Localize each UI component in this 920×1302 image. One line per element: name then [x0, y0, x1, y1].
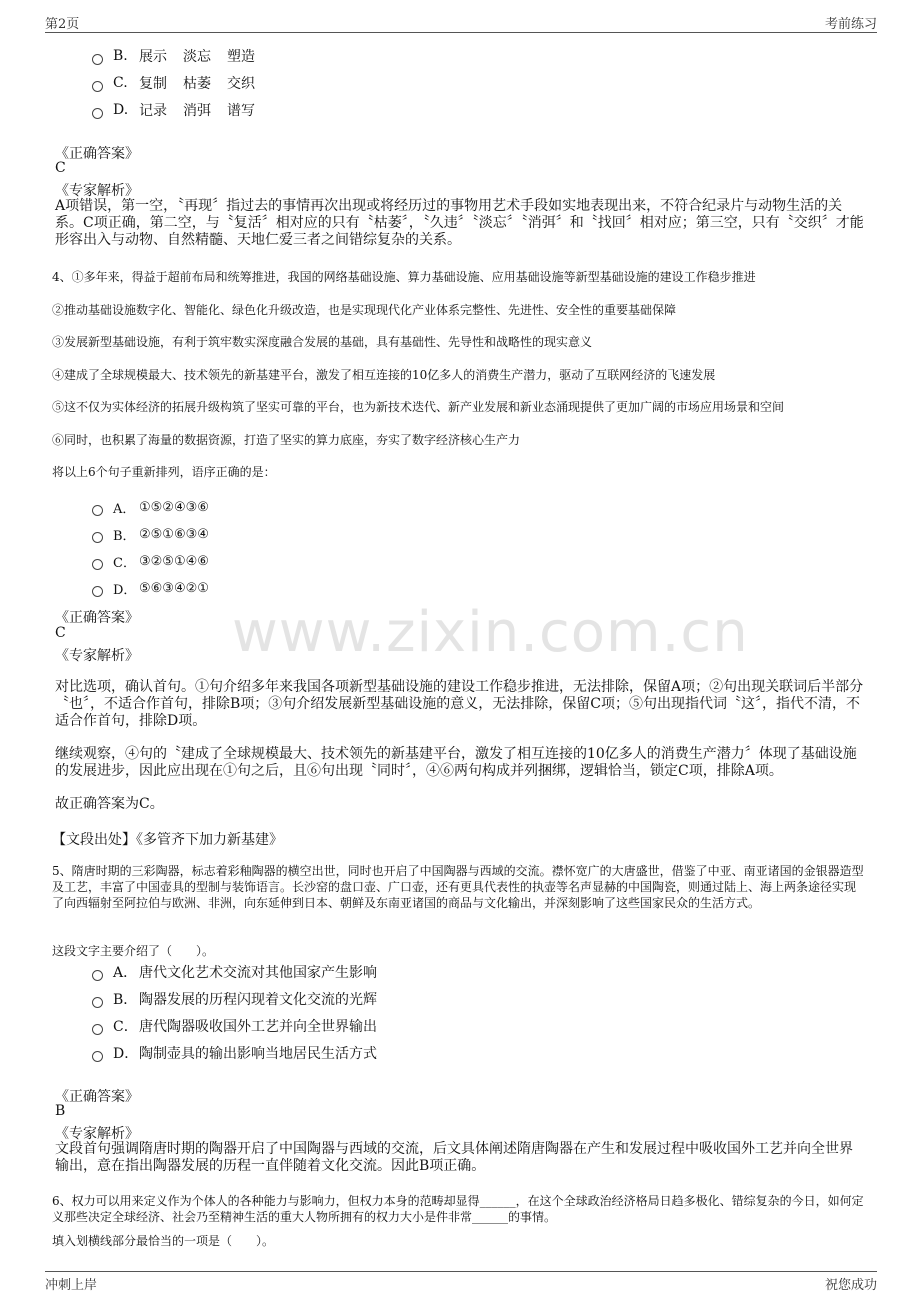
radio-icon[interactable] [92, 532, 103, 543]
footer-left: 冲刺上岸 [45, 1278, 98, 1293]
q4-analysis-para-3: 故正确答案为C。 [55, 796, 164, 812]
q4-sentence-1: 4、①多年来，得益于超前布局和统筹推进，我国的网络基础设施、算力基础设施、应用基础设施等新型基础设施的建设工作稳步推进 [52, 270, 756, 284]
q4-option-a[interactable]: A． ①⑤②④③⑥ [92, 498, 209, 517]
q4-option-b[interactable]: B． ②⑤①⑥③④ [92, 525, 209, 544]
q4-answer-label: 《正确答案》 [55, 610, 139, 626]
q3-analysis: A项错误，第一空，〝再现〞指过去的事情再次出现或将经历过的事物用艺术手段如实地表现出来，不符合纪录片与动物生活的关系。C项正确，第二空，与〝复活〞相对应的只有〝枯萎〞，〝久违〞〝淡忘〞〝消弭〞和〝找回〞相对应；第三空，只有〝交织〞才能形容出入与动物、自然精髓、天地仁爱三者之间错综复杂的关系。 [55, 198, 864, 248]
q3-option-b[interactable]: B. 展示 淡忘 塑造 [92, 46, 255, 66]
radio-icon[interactable] [92, 81, 103, 92]
q4-sentence-5: ⑤这不仅为实体经济的拓展升级构筑了坚实可靠的平台，也为新技术迭代、新产业发展和新业态涌现提供了更加广阔的市场应用场景和空间 [52, 400, 785, 414]
q3-answer: C [55, 160, 66, 176]
page-header [45, 13, 877, 33]
q4-option-c[interactable]: C． ③②⑤①④⑥ [92, 552, 209, 571]
page-number: 第2页 [45, 17, 80, 32]
radio-icon[interactable] [92, 1024, 103, 1035]
q4-option-d[interactable]: D． ⑤⑥③④②① [92, 579, 209, 598]
radio-icon[interactable] [92, 559, 103, 570]
q5-analysis-label: 《专家解析》 [55, 1126, 139, 1142]
q5-option-d[interactable]: D． 陶制壶具的输出影响当地居民生活方式 [92, 1043, 377, 1063]
q3-analysis-label: 《专家解析》 [55, 183, 139, 199]
q5-stem: 5、隋唐时期的三彩陶器，标志着彩釉陶器的横空出世，同时也开启了中国陶器与西域的交流。襟怀宽广的大唐盛世，借鉴了中亚、南亚诸国的金银器造型及工艺，丰富了中国壶具的型制与装饰语言。长沙窑的盘口壶、广口壶，还有更具代表性的执壶等名声显赫的中国陶瓷，则通过陆上、海上两条途径实现了向西辐射至阿拉伯与欧洲、非洲，向东延伸到日本、朝鲜及东南亚诸国的商品与文化输出，并深刻影响了这些国家民众的生活方式。 [52, 864, 864, 910]
q4-source: 【文段出处】《多管齐下加力新基建》 [52, 832, 283, 848]
q4-sentence-3: ③发展新型基础设施，有利于筑牢数实深度融合发展的基础，具有基础性、先导性和战略性的现实意义 [52, 335, 593, 349]
radio-icon[interactable] [92, 54, 103, 65]
q3-option-c[interactable]: C. 复制 枯萎 交织 [92, 73, 255, 93]
q4-sentence-6: ⑥同时，也积累了海量的数据资源，打造了坚实的算力底座，夯实了数字经济核心生产力 [52, 433, 521, 447]
q5-answer-label: 《正确答案》 [55, 1089, 139, 1105]
q4-analysis-para-1: 对比选项，确认首句。①句介绍多年来我国各项新型基础设施的建设工作稳步推进，无法排除，保留A项；②句出现关联词后半部分〝也〞，不适合作首句，排除B项；③句介绍发展新型基础设施的意义，无法排除，保留C项；⑤句出现指代词〝这〞，指代不清，不适合作首句，排除D项。 [55, 679, 864, 729]
radio-icon[interactable] [92, 108, 103, 119]
q5-analysis: 文段首句强调隋唐时期的陶器开启了中国陶器与西域的交流，后文具体阐述隋唐陶器在产生和发展过程中吸收国外工艺并向全世界输出，意在指出陶器发展的历程一直伴随着文化交流。因此B项正确。 [55, 1141, 853, 1174]
header-title: 考前练习 [824, 17, 877, 32]
q5-option-a[interactable]: A． 唐代文化艺术交流对其他国家产生影响 [92, 962, 377, 982]
q4-sentence-2: ②推动基础设施数字化、智能化、绿色化升级改造，也是实现现代化产业体系完整性、先进性、安全性的重要基础保障 [52, 303, 677, 317]
q5-prompt: 这段文字主要介绍了（ ）。 [52, 944, 215, 958]
radio-icon[interactable] [92, 505, 103, 516]
page-footer [45, 1271, 877, 1294]
radio-icon[interactable] [92, 1051, 103, 1062]
q5-option-b[interactable]: B． 陶器发展的历程闪现着文化交流的光辉 [92, 989, 377, 1009]
q3-option-d[interactable]: D. 记录 消弭 谱写 [92, 100, 255, 120]
q5-answer: B [55, 1103, 66, 1119]
q4-analysis-para-2: 继续观察，④句的〝建成了全球规模最大、技术领先的新基建平台，激发了相互连接的10亿多人的消费生产潜力〞体现了基础设施的发展进步，因此应出现在①句之后，且⑥句出现〝同时〞，④⑥两句构成并列捆绑，逻辑恰当，锁定C项，排除A项。 [55, 746, 857, 779]
q5-option-c[interactable]: C． 唐代陶器吸收国外工艺并向全世界输出 [92, 1016, 377, 1036]
q6-stem: 6、权力可以用来定义作为个体人的各种能力与影响力，但权力本身的范畴却显得______，在这个全球政治经济格局日趋多极化、错综复杂的今日，如何定义那些决定全球经济、社会乃至精神生活的重大人物所拥有的权力大小是件非常______的事情。 [52, 1194, 864, 1224]
q6-prompt: 填入划横线部分最恰当的一项是（ ）。 [52, 1234, 275, 1248]
q4-analysis-label: 《专家解析》 [55, 648, 139, 664]
q4-sentence-4: ④建成了全球规模最大、技术领先的新基建平台，激发了相互连接的10亿多人的消费生产潜力，驱动了互联网经济的飞速发展 [52, 368, 716, 382]
footer-right: 祝您成功 [824, 1278, 877, 1293]
radio-icon[interactable] [92, 997, 103, 1008]
q3-answer-label: 《正确答案》 [55, 146, 139, 162]
radio-icon[interactable] [92, 586, 103, 597]
radio-icon[interactable] [92, 970, 103, 981]
q4-prompt: 将以上6个句子重新排列，语序正确的是： [52, 465, 276, 479]
watermark: www.zixin.com.cn [232, 600, 749, 665]
q4-answer: C [55, 625, 66, 641]
